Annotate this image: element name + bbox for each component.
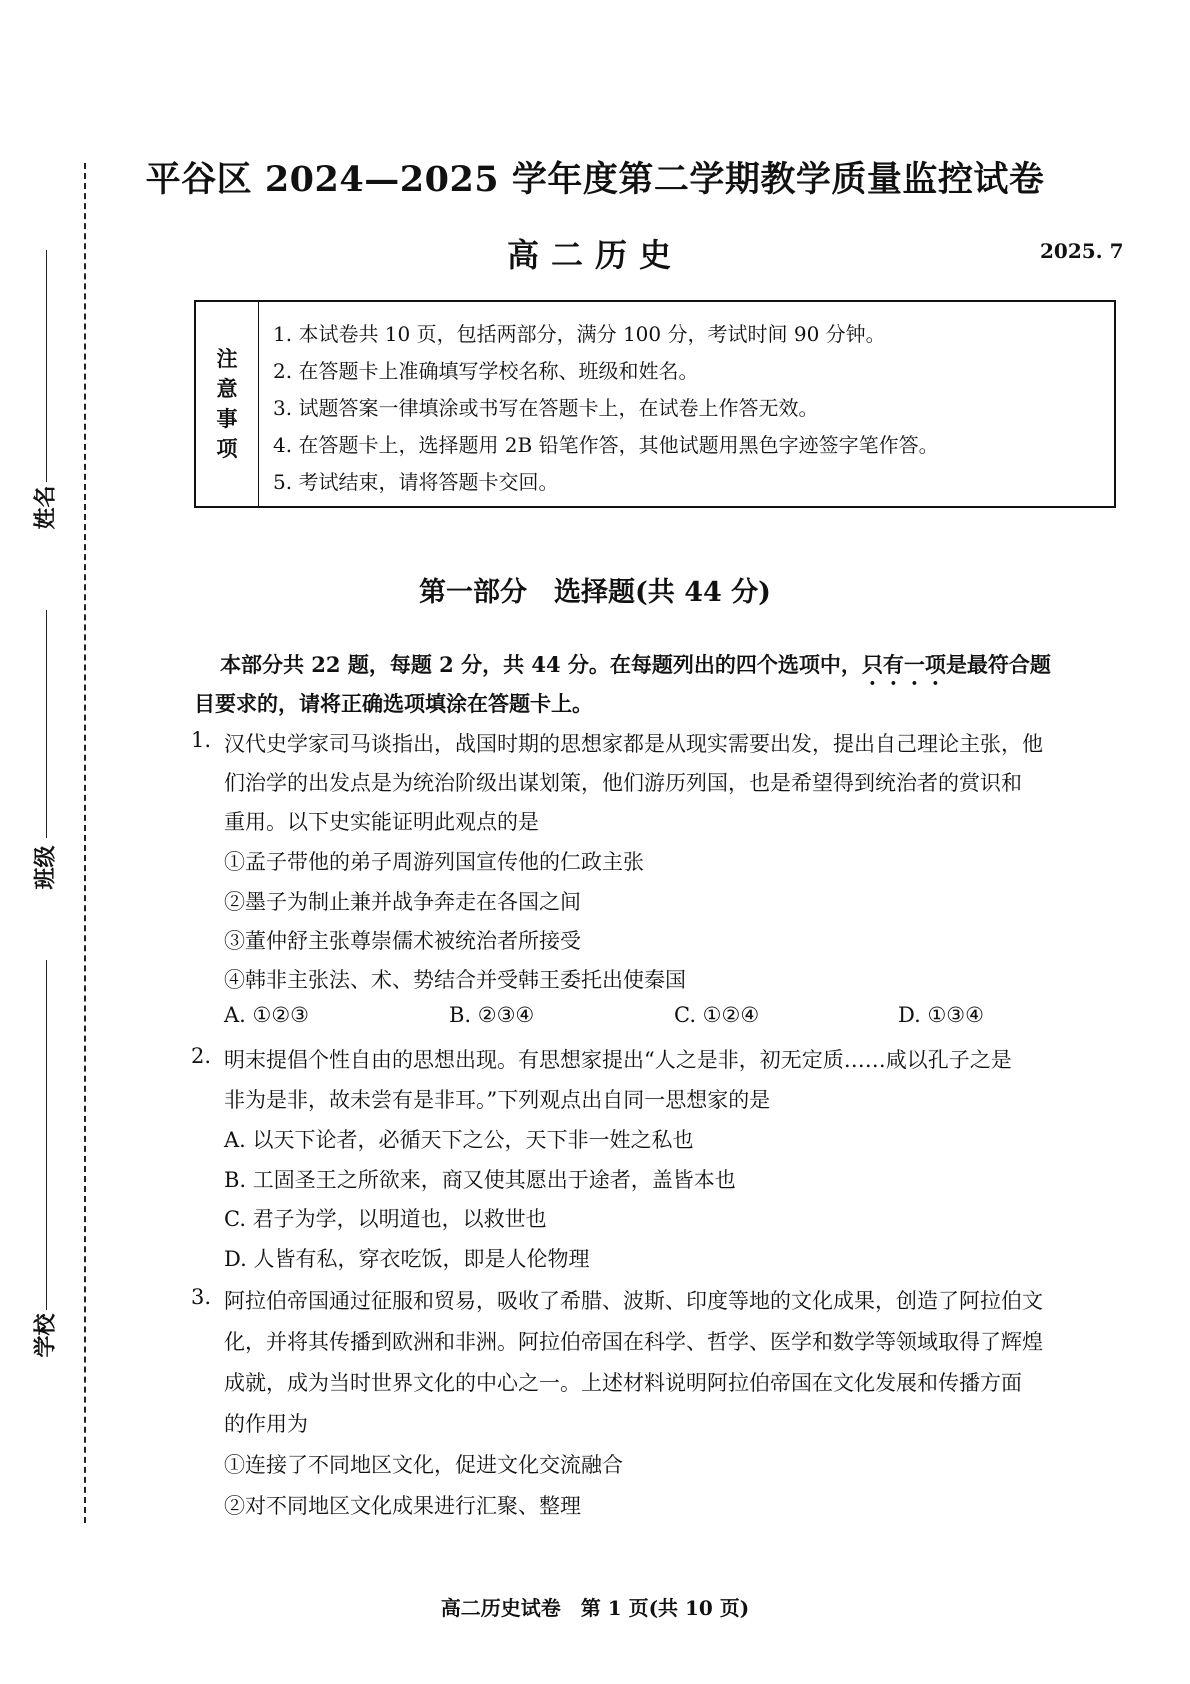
question-stem-line: 成就，成为当时世界文化的中心之一。上述材料说明阿拉伯帝国在文化发展和传播方面	[224, 1371, 1022, 1395]
exam-date: 2025. 7	[1040, 239, 1124, 263]
option-a: A. ①②③	[224, 1003, 309, 1027]
question-item: ①连接了不同地区文化，促进文化交流融合	[224, 1453, 623, 1477]
question-number: 2.	[191, 1044, 212, 1068]
intro-emphasis: 只有一项	[861, 652, 946, 677]
option-a: A. 以天下论者，必循天下之公，天下非一姓之私也	[224, 1128, 694, 1152]
option-c: C. ①②④	[674, 1003, 760, 1027]
notice-item: 5. 考试结束，请将答题卡交回。	[273, 470, 559, 494]
question-stem-line: 汉代史学家司马谈指出，战国时期的思想家都是从现实需要出发，提出自己理论主张，他	[224, 732, 1043, 756]
notice-box	[194, 300, 1116, 508]
notice-item: 4. 在答题卡上，选择题用 2B 铅笔作答，其他试题用黑色字迹签字笔作答。	[273, 433, 939, 457]
question-stem-line: 们治学的出发点是为统治阶级出谋划策，他们游历列国，也是希望得到统治者的赏识和	[224, 771, 1022, 795]
section-intro-line2: 目要求的，请将正确选项填涂在答题卡上。	[194, 691, 593, 716]
exam-title: 平谷区 2024—2025 学年度第二学期教学质量监控试卷	[145, 159, 1045, 200]
question-stem-line: 重用。以下史实能证明此观点的是	[224, 810, 539, 834]
page-footer: 高二历史试卷 第 1 页(共 10 页)	[440, 1596, 750, 1620]
question-item: ①孟子带他的弟子周游列国宣传他的仁政主张	[224, 850, 644, 874]
question-stem-line: 阿拉伯帝国通过征服和贸易，吸收了希腊、波斯、印度等地的文化成果，创造了阿拉伯文	[224, 1289, 1043, 1313]
question-number: 1.	[191, 728, 212, 752]
option-b: B. ②③④	[449, 1003, 535, 1027]
binding-dashed-line	[84, 163, 86, 1523]
option-c: C. 君子为学，以明道也，以救世也	[224, 1207, 547, 1231]
intro-text: 本部分共 22 题，每题 2 分，共 44 分。在每题列出的四个选项中，	[220, 652, 862, 677]
question-stem-line: 明末提倡个性自由的思想出现。有思想家提出“人之是非，初无定质……咸以孔子之是	[224, 1048, 1012, 1072]
notice-label	[196, 302, 259, 506]
notice-item: 3. 试题答案一律填涂或书写在答题卡上，在试卷上作答无效。	[273, 396, 819, 420]
name-blank-line	[46, 250, 47, 482]
question-item: ④韩非主张法、术、势结合并受韩王委托出使秦国	[224, 968, 686, 992]
school-blank-line	[46, 960, 47, 1310]
option-d: D. 人皆有私，穿衣吃饭，即是人伦物理	[224, 1247, 590, 1271]
notice-label-char: 事	[216, 406, 238, 431]
exam-subject: 高二历史	[506, 236, 683, 274]
class-label: 班级	[32, 845, 59, 890]
question-number: 3.	[191, 1285, 212, 1309]
question-stem-line: 化，并将其传播到欧洲和非洲。阿拉伯帝国在科学、哲学、医学和数学等领域取得了辉煌	[224, 1330, 1043, 1354]
notice-label-char: 注	[216, 346, 238, 371]
school-label: 学校	[32, 1313, 59, 1358]
intro-text: 是最符合题	[945, 652, 1051, 677]
option-b: B. 工固圣王之所欲来，商又使其愿出于途者，盖皆本也	[224, 1168, 736, 1192]
option-d: D. ①③④	[898, 1003, 984, 1027]
class-blank-line	[46, 610, 47, 838]
section-title: 第一部分 选择题(共 44 分)	[419, 577, 771, 608]
notice-item: 1. 本试卷共 10 页，包括两部分，满分 100 分，考试时间 90 分钟。	[273, 322, 886, 346]
question-stem-line: 的作用为	[224, 1412, 308, 1436]
question-item: ②对不同地区文化成果进行汇聚、整理	[224, 1494, 581, 1518]
question-stem-line: 非为是非，故未尝有是非耳。”下列观点出自同一思想家的是	[224, 1088, 771, 1112]
notice-label-char: 项	[216, 436, 238, 461]
notice-items	[259, 302, 939, 506]
name-label: 姓名	[32, 485, 59, 530]
question-item: ③董仲舒主张尊崇儒术被统治者所接受	[224, 929, 581, 953]
notice-label-char: 意	[216, 376, 238, 401]
notice-item: 2. 在答题卡上准确填写学校名称、班级和姓名。	[273, 359, 699, 383]
question-item: ②墨子为制止兼并战争奔走在各国之间	[224, 890, 581, 914]
